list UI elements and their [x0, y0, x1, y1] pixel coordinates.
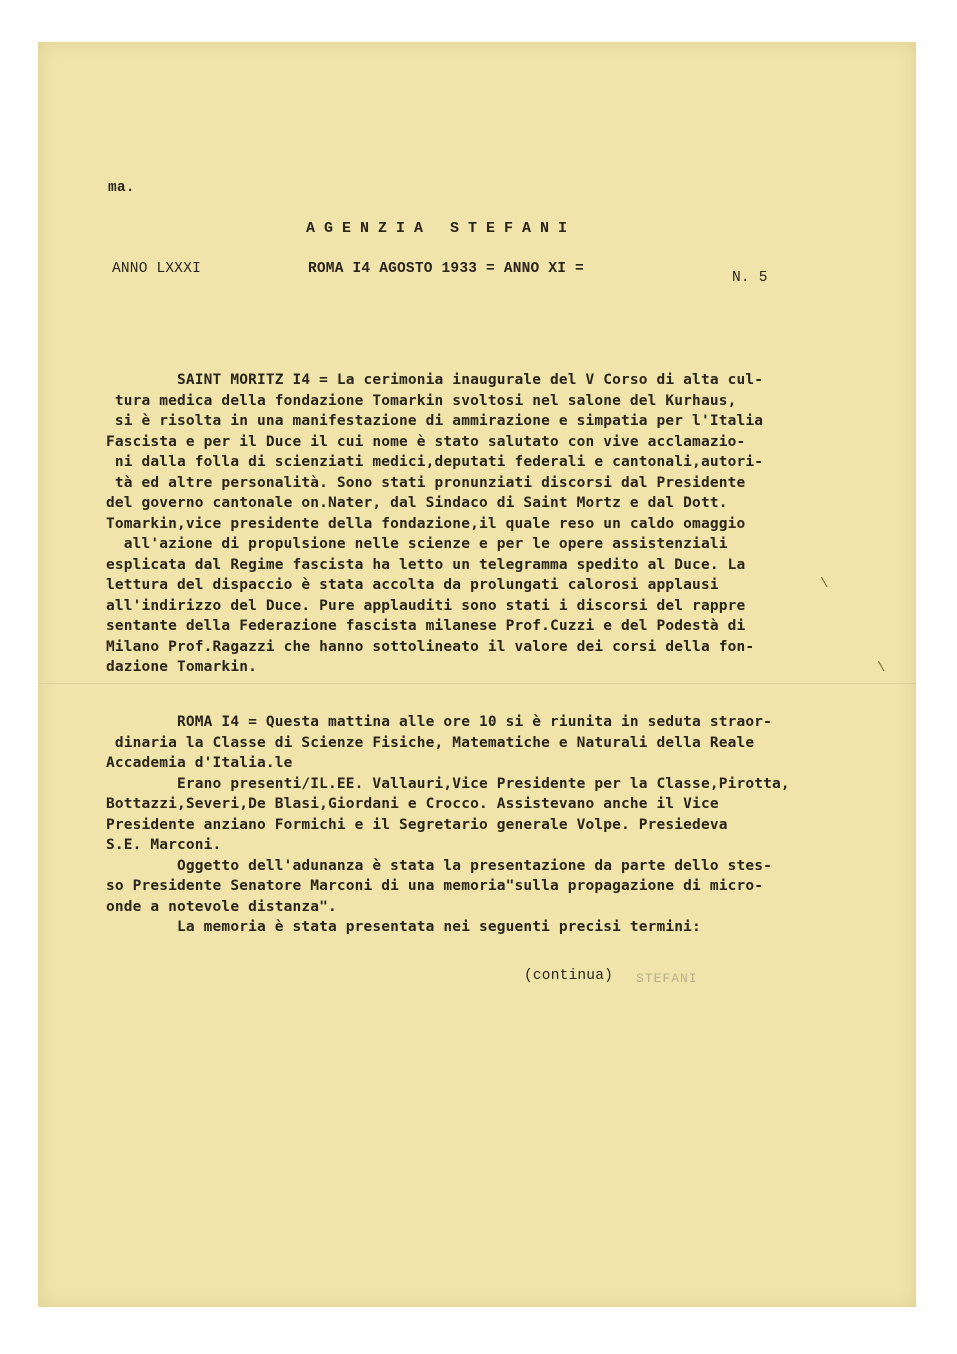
news-item-roma: ROMA I4 = Questa mattina alle ore 10 si è riunita in seduta straor- dinaria la Classe di Scienze Fisiche, Matematiche e Naturali della Reale Accademia d'Italia.le Erano presenti/IL.EE. Vallauri,Vice Presidente per la Classe,Pirotta, Bottazzi,Severi,De Blasi,Giordani e Crocco. Assistevano anche il Vice Presidente anziano Formichi e il Segretario generale Volpe. Presiedeva S.E. Marconi. Oggetto dell'adunanza è stata la presentazione da parte dello stes- so Presidente Senatore Marconi di una memoria"sulla propagazione di micro- onde a notevole distanza". La memoria è stata presentata nei seguenti precisi termini: [106, 714, 790, 935]
dateline: ROMA I4 AGOSTO 1933 = ANNO XI = [308, 261, 584, 277]
anno-label: ANNO LXXXI [112, 261, 202, 277]
news-item-saint-moritz: SAINT MORITZ I4 = La cerimonia inaugurale del V Corso di alta cul- tura medica della fondazione Tomarkin svoltosi nel salone del Kurhaus, si è risolta in una manifestazione di ammirazione e simpatia per l'Italia Fascista e per il Duce il cui nome è stato salutato con vive acclamazio- ni dalla folla di scienziati medici,deputati federali e cantonali,autori- tà ed altre personalità. Sono stati pronunziati discorsi dal Presidente del governo cantonale on.Nater, dal Sindaco di Saint Mortz e dal Dott. Tomarkin,vice presidente della fondazione,il quale reso un caldo omaggio all'azione di propulsione nelle scienze e per le opere assistenziali esplicata dal Regime fascista ha letto un telegramma spedito al Duce. La lettura del dispaccio è stata accolta da prolungati calorosi applausi all'indirizzo del Duce. Pure applauditi sono stati i discorsi del rappre sentante della Federazione fascista milanese Prof.Cuzzi e del Podestà di Milano Prof.Ragazzi che hanno sottolineato il valore dei corsi della fon- dazione Tomarkin. [106, 372, 764, 675]
paper-mark: \ [877, 660, 886, 676]
agency-masthead: AGENZIA STEFANI [306, 220, 577, 237]
paper-fold-line [38, 683, 916, 685]
bulletin-number: N. 5 [732, 270, 768, 286]
routing-code: ma. [108, 180, 135, 196]
paper-mark: \ [820, 576, 829, 592]
faded-stamp: STEFANI [636, 971, 698, 986]
continua-note: (continua) [524, 968, 614, 984]
